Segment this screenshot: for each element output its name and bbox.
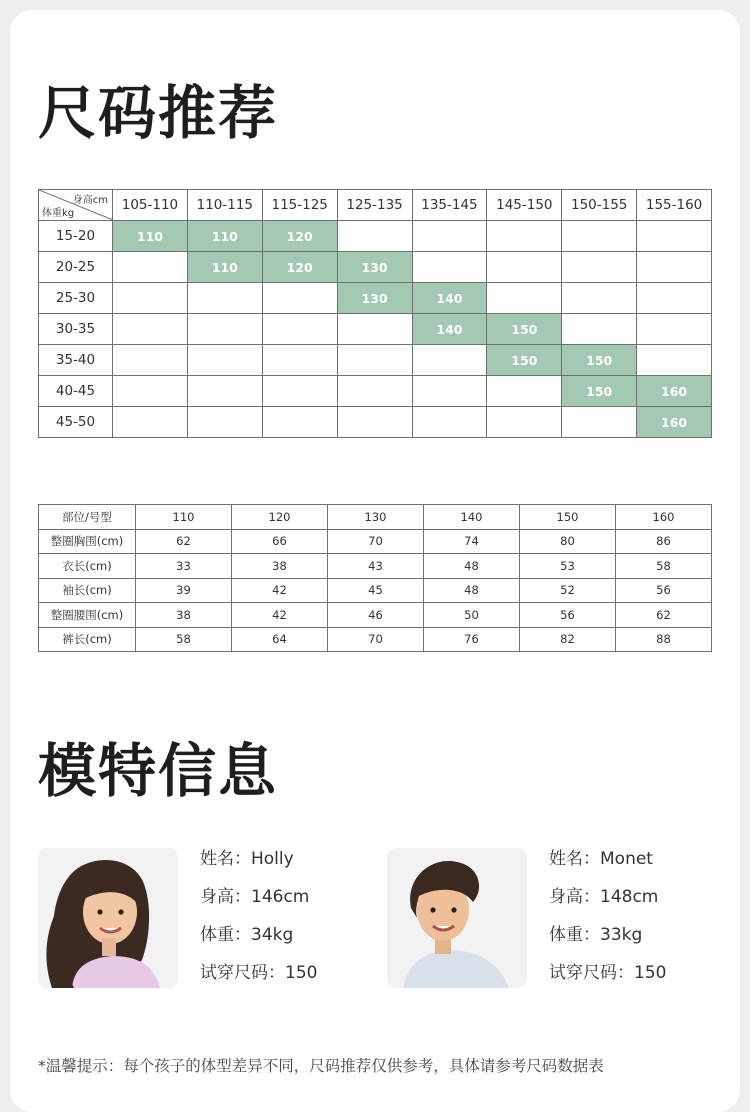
size-recommendation-table: [38, 189, 712, 438]
measurement-value: 42: [232, 578, 328, 603]
measurement-value: 56: [616, 578, 712, 603]
meas-row: [39, 578, 712, 603]
model-weight: 体重：34kg: [200, 925, 294, 945]
empty-cell: [262, 314, 337, 345]
recommended-size-cell: 150: [562, 376, 637, 407]
empty-cell: [487, 283, 562, 314]
empty-cell: [113, 252, 188, 283]
measurement-value: 42: [232, 603, 328, 628]
model-height: 身高：148cm: [549, 887, 659, 907]
empty-cell: [337, 407, 412, 438]
empty-cell: [412, 252, 487, 283]
measurement-value: 45: [328, 578, 424, 603]
model-info: [549, 846, 749, 998]
empty-cell: [562, 252, 637, 283]
empty-cell: [262, 345, 337, 376]
recommended-size-cell: 110: [113, 221, 188, 252]
recommended-size-cell: 150: [562, 345, 637, 376]
empty-cell: [113, 283, 188, 314]
meas-row: [39, 554, 712, 579]
height-header: 125-135: [337, 190, 412, 221]
measurement-label: 袖长(cm): [39, 578, 136, 603]
size-header: 160: [616, 505, 712, 530]
empty-cell: [113, 314, 188, 345]
empty-cell: [412, 376, 487, 407]
measurement-label: 裤长(cm): [39, 627, 136, 652]
size-header: 120: [232, 505, 328, 530]
recommended-size-cell: 160: [637, 376, 712, 407]
measurement-value: 46: [328, 603, 424, 628]
weight-range-cell: 45-50: [39, 407, 113, 438]
empty-cell: [562, 314, 637, 345]
rec-row: [39, 283, 712, 314]
empty-cell: [113, 345, 188, 376]
empty-cell: [637, 221, 712, 252]
recommended-size-cell: 160: [637, 407, 712, 438]
height-header: 135-145: [412, 190, 487, 221]
measurement-value: 38: [136, 603, 232, 628]
height-header: 105-110: [113, 190, 188, 221]
weight-range-cell: 15-20: [39, 221, 113, 252]
recommended-size-cell: 120: [262, 252, 337, 283]
measurement-value: 48: [424, 578, 520, 603]
size-recommendation-title: 尺码推荐: [38, 79, 279, 147]
recommended-size-cell: 140: [412, 283, 487, 314]
empty-cell: [412, 221, 487, 252]
empty-cell: [262, 283, 337, 314]
empty-cell: [337, 376, 412, 407]
model-name: 姓名：Holly: [200, 849, 294, 869]
height-header: 110-115: [187, 190, 262, 221]
empty-cell: [637, 283, 712, 314]
empty-cell: [187, 314, 262, 345]
meas-row: [39, 529, 712, 554]
height-header: 145-150: [487, 190, 562, 221]
recommended-size-cell: 110: [187, 221, 262, 252]
empty-cell: [562, 407, 637, 438]
measurement-value: 80: [520, 529, 616, 554]
meas-row: [39, 603, 712, 628]
measurement-value: 58: [616, 554, 712, 579]
recommended-size-cell: 110: [187, 252, 262, 283]
measurement-label: 整圈腰围(cm): [39, 603, 136, 628]
measurement-value: 66: [232, 529, 328, 554]
measurement-value: 62: [616, 603, 712, 628]
empty-cell: [487, 376, 562, 407]
weight-range-cell: 25-30: [39, 283, 113, 314]
height-header: 150-155: [562, 190, 637, 221]
measurement-value: 52: [520, 578, 616, 603]
empty-cell: [637, 252, 712, 283]
measurement-value: 76: [424, 627, 520, 652]
empty-cell: [337, 345, 412, 376]
recommended-size-cell: 130: [337, 283, 412, 314]
recommended-size-cell: 140: [412, 314, 487, 345]
model-size: 试穿尺码：150: [200, 963, 318, 983]
measurement-value: 43: [328, 554, 424, 579]
weight-range-cell: 40-45: [39, 376, 113, 407]
empty-cell: [187, 376, 262, 407]
empty-cell: [412, 345, 487, 376]
size-header: 130: [328, 505, 424, 530]
empty-cell: [637, 345, 712, 376]
empty-cell: [262, 376, 337, 407]
measurement-value: 64: [232, 627, 328, 652]
measurement-value: 33: [136, 554, 232, 579]
rec-row: [39, 221, 712, 252]
measurement-table: [38, 504, 712, 652]
weight-range-cell: 20-25: [39, 252, 113, 283]
empty-cell: [262, 407, 337, 438]
corner-weight-label: 体重kg: [42, 208, 75, 219]
measurement-value: 74: [424, 529, 520, 554]
measurement-value: 53: [520, 554, 616, 579]
measurement-label: 整圈胸围(cm): [39, 529, 136, 554]
empty-cell: [187, 407, 262, 438]
meas-body: [39, 505, 712, 652]
weight-range-cell: 30-35: [39, 314, 113, 345]
recommended-size-cell: 150: [487, 314, 562, 345]
measurement-value: 38: [232, 554, 328, 579]
empty-cell: [337, 314, 412, 345]
rec-row: [39, 407, 712, 438]
height-header: 115-125: [262, 190, 337, 221]
empty-cell: [562, 283, 637, 314]
measurement-value: 48: [424, 554, 520, 579]
recommended-size-cell: 120: [262, 221, 337, 252]
empty-cell: [487, 252, 562, 283]
measurement-value: 56: [520, 603, 616, 628]
recommended-size-cell: 130: [337, 252, 412, 283]
size-header: 110: [136, 505, 232, 530]
empty-cell: [337, 221, 412, 252]
measurement-value: 62: [136, 529, 232, 554]
rec-corner-cell: [39, 190, 113, 221]
empty-cell: [412, 407, 487, 438]
model-name: 姓名：Monet: [549, 849, 653, 869]
measurement-value: 82: [520, 627, 616, 652]
rec-row: [39, 314, 712, 345]
part-size-header: 部位/号型: [39, 505, 136, 530]
empty-cell: [487, 221, 562, 252]
size-header: 140: [424, 505, 520, 530]
measurement-value: 70: [328, 627, 424, 652]
measurement-value: 70: [328, 529, 424, 554]
rec-header-row: [39, 190, 712, 221]
empty-cell: [487, 407, 562, 438]
empty-cell: [113, 376, 188, 407]
measurement-value: 88: [616, 627, 712, 652]
model-info-title: 模特信息: [38, 737, 279, 805]
empty-cell: [187, 345, 262, 376]
height-header: 155-160: [637, 190, 712, 221]
corner-height-label: 身高cm: [72, 195, 108, 206]
size-tip-note: *温馨提示：每个孩子的体型差异不同，尺码推荐仅供参考，具体请参考尺码数据表: [38, 1057, 604, 1075]
model-photo-girl: [38, 848, 178, 988]
rec-row: [39, 376, 712, 407]
model-photo-boy: [387, 848, 527, 988]
measurement-value: 39: [136, 578, 232, 603]
model-height: 身高：146cm: [200, 887, 310, 907]
empty-cell: [637, 314, 712, 345]
measurement-value: 58: [136, 627, 232, 652]
measurement-label: 衣长(cm): [39, 554, 136, 579]
empty-cell: [562, 221, 637, 252]
weight-range-cell: 35-40: [39, 345, 113, 376]
rec-row: [39, 345, 712, 376]
meas-row: [39, 627, 712, 652]
meas-header-row: [39, 505, 712, 530]
empty-cell: [187, 283, 262, 314]
model-size: 试穿尺码：150: [549, 963, 667, 983]
model-weight: 体重：33kg: [549, 925, 643, 945]
rec-row: [39, 252, 712, 283]
rec-body: [39, 221, 712, 438]
measurement-value: 86: [616, 529, 712, 554]
recommended-size-cell: 150: [487, 345, 562, 376]
model-info: [200, 846, 400, 998]
empty-cell: [113, 407, 188, 438]
size-header: 150: [520, 505, 616, 530]
measurement-value: 50: [424, 603, 520, 628]
